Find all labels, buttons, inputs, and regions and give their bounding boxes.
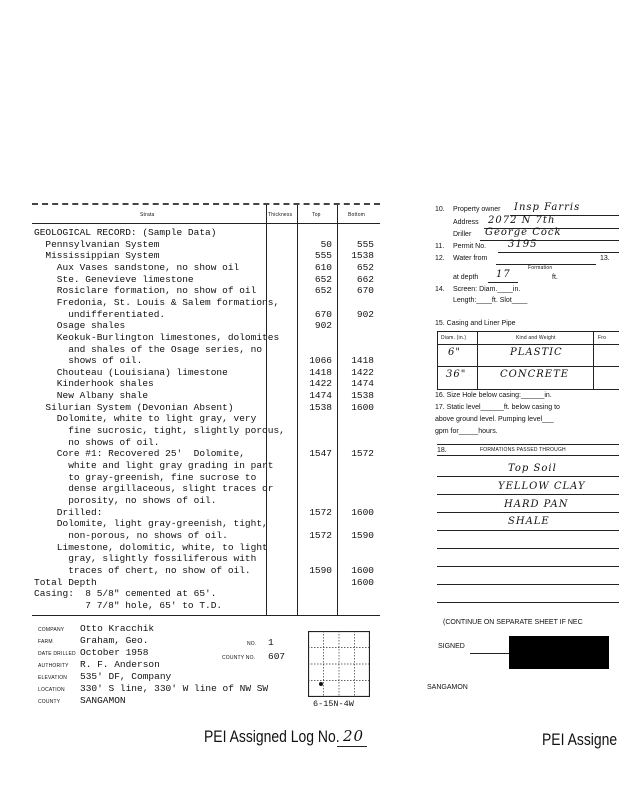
record-strata: Limestone, dolomitic, white, to light	[34, 541, 268, 553]
driller-line	[480, 240, 619, 241]
permit-label: Permit No.	[453, 243, 487, 250]
record-row	[0, 472, 380, 484]
record-row	[0, 262, 380, 274]
record-top: 555	[314, 250, 332, 262]
record-top: 670	[314, 308, 332, 320]
record-row	[0, 378, 380, 390]
record-row	[0, 227, 380, 239]
casing-row-1-diam: 6"	[448, 347, 461, 358]
record-row	[0, 285, 380, 297]
record-strata: 7 7/8" hole, 65' to T.D.	[34, 599, 223, 611]
record-row	[0, 483, 380, 495]
record-strata: Kinderhook shales	[34, 378, 154, 390]
record-bottom: 1418	[351, 355, 374, 367]
record-top: 652	[314, 285, 332, 297]
date-drilled-value: October 1958	[80, 647, 149, 658]
record-top: 902	[314, 320, 332, 332]
record-strata: Keokuk-Burlington limestones, dolomites	[34, 331, 280, 343]
farm-value: Graham, Geo.	[80, 635, 149, 646]
address-label: Address	[453, 219, 479, 226]
pei-assigned-log-label: PEI Assigned Log No.	[204, 727, 340, 746]
record-row	[0, 250, 380, 262]
record-bottom: 1600	[351, 576, 374, 588]
record-row	[0, 425, 380, 437]
item-13-num: 13.	[600, 255, 610, 262]
record-strata: Ste. Genevieve limestone	[34, 273, 194, 285]
record-strata: no shows of oil.	[34, 436, 160, 448]
record-row	[0, 274, 380, 286]
county-no-label: COUNTY NO.	[222, 655, 256, 661]
casing-row-1-kind: PLASTIC	[510, 347, 563, 358]
location-value: 330' S line, 330' W line of NW SW	[80, 683, 269, 694]
record-row	[0, 530, 380, 542]
record-strata: dense argillaceous, slight traces or	[34, 483, 274, 495]
record-strata: Osage shales	[34, 320, 126, 332]
record-bottom: 902	[356, 308, 374, 320]
record-top: 1418	[309, 366, 332, 378]
record-row	[0, 507, 380, 519]
no-value: 1	[268, 637, 274, 648]
record-row	[0, 600, 380, 612]
record-top: 610	[314, 261, 332, 273]
record-strata: Aux Vases sandstone, no show oil	[34, 261, 240, 273]
at-depth-label: at depth	[453, 274, 479, 281]
record-row	[0, 332, 380, 344]
item-12-num: 12.	[435, 255, 445, 262]
casing-header-diam: Diam. (in.)	[441, 335, 467, 341]
casing-title: 15. Casing and Liner Pipe	[435, 320, 516, 327]
record-strata: GEOLOGICAL RECORD: (Sample Data)	[34, 227, 217, 238]
authority-label: AUTHORITY	[38, 663, 69, 669]
item-14-num: 14.	[435, 286, 445, 293]
record-row	[0, 495, 380, 507]
record-strata: Core #1: Recovered 25' Dolomite,	[34, 448, 245, 460]
record-top: 1547	[309, 448, 332, 460]
screen-length-label: Length:____ft. Slot____	[453, 297, 528, 304]
signed-line	[470, 653, 510, 654]
record-bottom: 1600	[351, 564, 374, 576]
record-strata: traces of chert, no show of oil.	[34, 564, 251, 576]
casing-header-from: Fro	[598, 335, 607, 341]
record-row	[0, 355, 380, 367]
record-strata: and shales of the Osage series, no	[34, 343, 263, 355]
record-strata: undifferentiated.	[34, 308, 166, 320]
record-bottom: 1538	[351, 390, 374, 402]
record-bottom: 1538	[351, 250, 374, 262]
at-depth-line	[488, 282, 518, 283]
record-top: 1590	[309, 564, 332, 576]
record-top: 1572	[309, 529, 332, 541]
right-pei-assigned: PEI Assigne	[542, 730, 618, 749]
record-strata: Dolomite, light gray-greenish, tight,	[34, 518, 268, 530]
record-row	[0, 367, 380, 379]
no-label: NO.	[247, 641, 257, 647]
depth-unit: ft.	[552, 274, 558, 281]
formations-header-line	[437, 455, 619, 456]
elevation-value: 535' DF, Company	[80, 671, 172, 682]
record-strata: Casing: 8 5/8" cemented at 65'.	[34, 588, 217, 600]
log-number-underline	[337, 746, 367, 747]
record-strata: New Albany shale	[34, 390, 149, 402]
header-divider	[32, 223, 380, 224]
formation-caption: Formation	[528, 265, 553, 271]
record-strata: Pennsylvanian System	[34, 238, 160, 250]
pei-assigned-log-number: 20	[343, 727, 365, 745]
record-row	[0, 437, 380, 449]
at-depth-value: 17	[496, 269, 511, 280]
record-row	[0, 542, 380, 554]
township-range: 6-15N-4W	[313, 699, 354, 709]
record-strata: white and light gray grading in part	[34, 460, 274, 471]
record-row	[0, 565, 380, 577]
county-label: COUNTY	[38, 699, 61, 705]
formations-line-4	[437, 530, 619, 531]
record-strata: shows of oil.	[34, 355, 143, 367]
record-row	[0, 413, 380, 425]
company-label: COMPANY	[38, 627, 65, 633]
top-border	[32, 203, 380, 205]
permit-line	[498, 252, 619, 253]
record-bottom: 1474	[351, 378, 374, 390]
record-bottom: 1600	[351, 506, 374, 518]
record-bottom: 1422	[351, 366, 374, 378]
record-row	[0, 320, 380, 332]
record-strata: Chouteau (Louisiana) limestone	[34, 366, 228, 378]
record-bottom: 1572	[351, 448, 374, 460]
record-top: 1538	[309, 401, 332, 413]
signed-label: SIGNED	[438, 643, 465, 650]
record-strata: Mississippian System	[34, 250, 160, 262]
record-bottom: 670	[356, 285, 374, 297]
record-top: 652	[314, 273, 332, 285]
record-strata: Fredonia, St. Louis & Salem formations,	[34, 296, 280, 308]
screen-diam-label: Screen: Diam.____in.	[453, 286, 521, 293]
formations-line-8	[437, 602, 619, 603]
address-value: 2072 N 7th	[488, 215, 556, 226]
record-row	[0, 588, 380, 600]
casing-header-kind: Kind and Weight	[516, 335, 556, 341]
elevation-label: ELEVATION	[38, 675, 68, 681]
record-strata: Rosiclare formation, no show of oil	[34, 285, 257, 297]
bottom-header: Bottom	[348, 212, 366, 218]
property-owner-label: Property owner	[453, 206, 501, 213]
formations-line-7	[437, 584, 619, 585]
record-row	[0, 297, 380, 309]
record-strata: porosity, no shows of oil.	[34, 494, 217, 506]
formations-title: FORMATIONS PASSED THROUGH	[480, 447, 566, 453]
farm-label: FARM	[38, 639, 53, 645]
water-from-label: Water from	[453, 255, 488, 262]
item-16-line: 16. Size Hole below casing:______in.	[435, 392, 552, 399]
footer-divider	[32, 615, 380, 616]
strata-header: Strata	[140, 212, 155, 218]
signature-redaction	[509, 636, 609, 669]
top-header: Top	[312, 212, 321, 218]
record-strata: Drilled:	[34, 506, 103, 518]
record-row	[0, 448, 380, 460]
formations-top-line	[437, 444, 619, 445]
record-top: 1422	[309, 378, 332, 390]
location-label: LOCATION	[38, 687, 65, 693]
formation-1: Top Soil	[508, 463, 557, 474]
record-bottom: 1600	[351, 401, 374, 413]
section-grid	[308, 631, 370, 697]
record-row	[0, 518, 380, 530]
record-strata: Silurian System (Devonian Absent)	[34, 401, 234, 413]
authority-value: R. F. Anderson	[80, 659, 160, 670]
formations-line-2	[437, 494, 619, 495]
permit-value: 3195	[508, 239, 538, 250]
county-no-value: 607	[268, 651, 286, 662]
record-strata: Total Depth	[34, 576, 97, 588]
item-18-num: 18.	[437, 447, 447, 454]
record-row	[0, 239, 380, 251]
record-strata: fine sucrosic, tight, slightly porous,	[34, 425, 285, 437]
property-owner-value: Insp Farris	[514, 202, 581, 213]
record-bottom: 662	[356, 273, 374, 285]
casing-row-2-diam: 36"	[446, 369, 467, 380]
formations-line-1	[437, 476, 619, 477]
record-row	[0, 553, 380, 565]
item-17-line-3: gpm for_____hours.	[435, 428, 498, 435]
record-bottom: 652	[356, 261, 374, 273]
item-17-line-1: 17. Static level______ft. below casing to	[435, 404, 560, 411]
record-top: 1066	[309, 355, 332, 367]
record-bottom: 1590	[351, 529, 374, 541]
formation-2: YELLOW CLAY	[498, 481, 586, 492]
record-row	[0, 309, 380, 321]
formation-4: SHALE	[508, 516, 550, 527]
record-strata: Dolomite, white to light gray, very	[34, 413, 257, 425]
record-row	[0, 577, 380, 589]
record-row	[0, 390, 380, 402]
record-strata: to gray-greenish, fine sucrose to	[34, 471, 257, 483]
formations-line-6	[437, 566, 619, 567]
driller-label: Driller	[453, 231, 472, 238]
formation-3: HARD PAN	[504, 499, 569, 510]
company-value: Otto Kracchik	[80, 623, 155, 634]
thickness-header: Thickness	[268, 212, 293, 218]
record-top: 1572	[309, 506, 332, 518]
record-row	[0, 344, 380, 356]
record-strata: non-porous, no shows of oil.	[34, 529, 228, 541]
record-bottom: 555	[356, 238, 374, 250]
right-county: SANGAMON	[427, 684, 468, 691]
item-11-num: 11.	[435, 243, 445, 250]
driller-value: George Cock	[485, 227, 562, 238]
record-row	[0, 460, 380, 472]
item-10-num: 10.	[435, 206, 445, 213]
casing-table	[437, 331, 619, 390]
record-top: 1474	[309, 390, 332, 402]
item-17-line-2: above ground level. Pumping level___	[435, 416, 554, 423]
formations-line-3	[437, 512, 619, 513]
formations-line-5	[437, 548, 619, 549]
casing-row-2-kind: CONCRETE	[500, 369, 570, 380]
county-value: SANGAMON	[80, 695, 126, 706]
continue-note: (CONTINUE ON SEPARATE SHEET IF NEC	[443, 619, 583, 626]
date-drilled-label: DATE DRILLED	[38, 651, 76, 657]
record-row	[0, 402, 380, 414]
record-top: 50	[320, 238, 332, 250]
record-strata: gray, slightly fossiliferous with	[34, 553, 257, 565]
